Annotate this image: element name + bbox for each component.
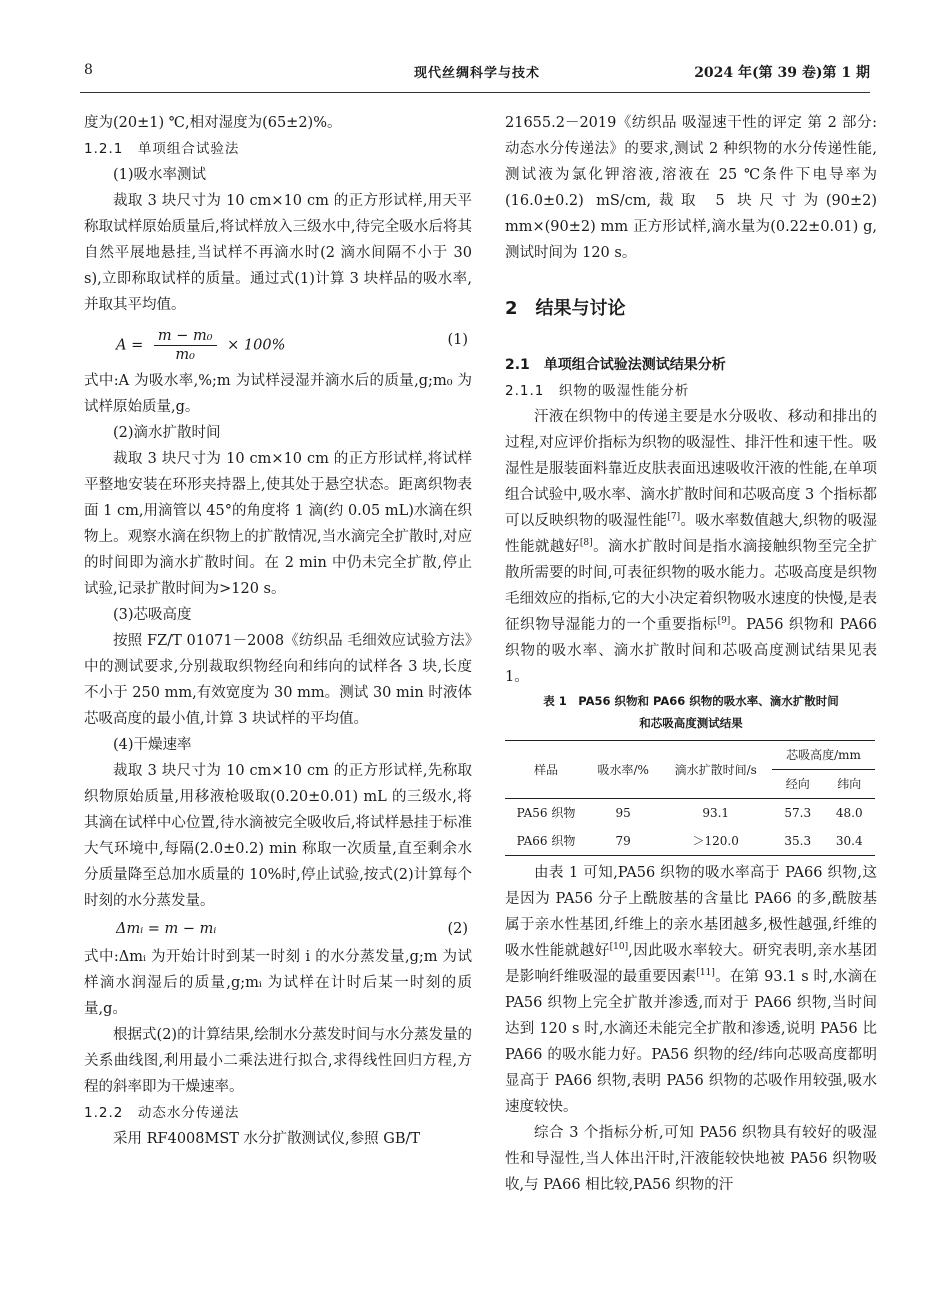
citation-9: [9] <box>717 616 731 627</box>
equation-1-denominator: m₀ <box>175 347 195 363</box>
subheading-spread-time: (2)滴水扩散时间 <box>113 425 221 441</box>
col-header-weft: 纬向 <box>823 770 875 799</box>
citation-7: [7] <box>667 512 681 523</box>
text-run: 。在第 93.1 s 时,水滴在 PA56 织物上完全扩散并渗透,而对于 PA66 织物,当时间达到 120 s 时,水滴还未能完全扩散和渗透,说明 PA56 比 PA66 的吸水能力好。PA56 织物的经/纬向芯吸高度都明显高于 PA66 织物,表明 PA56 织物的芯吸作用较强,吸水速度较快。 <box>505 969 878 1115</box>
citation-11: [11] <box>696 968 715 979</box>
cell-sample: PA66 织物 <box>505 827 587 856</box>
equation-1-numerator: m − m₀ <box>154 327 217 346</box>
right-column <box>505 110 877 1198</box>
left-column <box>84 110 472 1152</box>
paragraph-spread-time: 裁取 3 块尺寸为 10 cm×10 cm 的正方形试样,将试样平整地安装在环形夹持器上,使其处于悬空状态。距离织物表面 1 cm,用滴管以 45°的角度将 1 滴(约 0.05 mL)水滴在织物上。观察水滴在织物上的扩散情况,当水滴完全扩散时,对应的时间即为滴水扩散时间。在 2 min 中仍未完全扩散,停止试验,记录扩散时间为>120 s。 <box>84 451 472 597</box>
equation-1 <box>84 323 472 363</box>
table-row <box>505 827 875 856</box>
cell-weft: 48.0 <box>835 806 863 820</box>
cell-absorption: 79 <box>587 827 659 856</box>
equation-1-number: (1) <box>447 332 468 348</box>
section-heading-2: 2 结果与讨论 <box>505 298 626 319</box>
cell-spread-time: 93.1 <box>702 806 730 820</box>
equation-2-number: (2) <box>447 921 468 937</box>
section-heading-2-1: 2.1 单项组合试验法测试结果分析 <box>505 357 726 373</box>
subheading-wicking-height: (3)芯吸高度 <box>113 607 192 623</box>
paragraph-regression: 根据式(2)的计算结果,绘制水分蒸发时间与水分蒸发量的关系曲线图,利用最小二乘法进行拟合,求得线性回归方程,方程的斜率即为干燥速率。 <box>84 1027 472 1095</box>
subheading-water-absorption: (1)吸水率测试 <box>113 167 207 183</box>
citation-10: [10] <box>609 942 629 953</box>
section-heading-1-2-1: 1.2.1 单项组合试验法 <box>84 141 240 157</box>
section-heading-2-1-1: 2.1.1 织物的吸湿性能分析 <box>505 383 690 399</box>
paragraph-drying-rate: 裁取 3 块尺寸为 10 cm×10 cm 的正方形试样,先称取织物原始质量,用移液枪吸取(0.20±0.01) mL 的三级水,将其滴在试样中心位置,待水滴被完全吸收后,将试样悬挂于标准大气环境中,每隔(2.0±0.2) min 称取一次质量,直至剩余水分质量降至总加水质量的 10%时,停止试验,按式(2)计算每个时刻的水分蒸发量。 <box>84 763 472 909</box>
col-header-spread-time: 滴水扩散时间/s <box>659 741 772 799</box>
table-row <box>505 799 875 828</box>
cell-warp: 57.3 <box>784 806 812 820</box>
text-run: 由表 1 可知,PA56 织物的吸水率高于 PA66 织物,这是因为 PA56 分子上酰胺基的含量比 PA66 的多,酰胺基属于亲水性基团,纤维上的亲水基团越多,极性越强,纤维的吸水性能就越好 <box>505 865 877 959</box>
cell-weft: 30.4 <box>823 827 875 856</box>
text-run: ,因此吸水率较大。研究表明,亲水基团是影响纤维吸湿的最重要因素 <box>505 943 878 985</box>
results-table <box>505 740 875 856</box>
paragraph-conditions: 度为(20±1) ℃,相对湿度为(65±2)%。 <box>84 115 342 131</box>
col-header-sample: 样品 <box>505 741 587 799</box>
paragraph-equation-1-definitions: 式中:A 为吸水率,%;m 为试样浸湿并滴水后的质量,g;m₀ 为试样原始质量,g。 <box>84 373 472 415</box>
paragraph-dynamic-transfer: 采用 RF4008MST 水分扩散测试仪,参照 GB/T <box>113 1131 421 1147</box>
subheading-drying-rate: (4)干燥速率 <box>113 737 192 753</box>
page-number: 8 <box>84 62 93 78</box>
text-run: 。吸水率数值越大,织物的吸湿性能就越好 <box>505 513 877 555</box>
paragraph-water-absorption: 裁取 3 块尺寸为 10 cm×10 cm 的正方形试样,用天平称取试样原始质量后,将试样放入三级水中,待完全吸水后将其自然平展地悬挂,当试样不再滴水时(2 滴水间隔不小于 30 s),立即称取试样的质量。通过式(1)计算 3 块样品的吸水率,并取其平均值。 <box>84 193 472 313</box>
table-caption-line-2: 和芯吸高度测试结果 <box>639 716 743 730</box>
text-run: 汗液在织物中的传递主要是水分吸收、移动和排出的过程,对应评价指标为织物的吸湿性、排汗性和速干性。吸湿性是服装面料靠近皮肤表面迅速吸收汗液的性能,在单项组合试验中,吸水率、滴水扩散时间和芯吸高度 3 个指标都可以反映织物的吸湿性能 <box>505 409 877 529</box>
cell-sample: PA56 织物 <box>516 806 576 820</box>
text-run: 。PA56 织物和 PA66 织物的吸水率、滴水扩散时间和芯吸高度测试结果见表 1。 <box>505 617 878 685</box>
equation-1-rhs: × 100% <box>227 337 286 354</box>
paragraph-wicking-height: 按照 FZ/T 01071－2008《纺织品 毛细效应试验方法》中的测试要求,分别裁取织物经向和纬向的试样各 3 块,长度不小于 250 mm,有效宽度为 30 mm。测试 30 min 时液体芯吸高度的最小值,计算 3 块试样的平均值。 <box>84 633 472 727</box>
cell-spread-time: ＞120.0 <box>659 827 772 856</box>
citation-8: [8] <box>579 538 593 549</box>
equation-2-expression: Δmᵢ = m − mᵢ <box>116 921 217 937</box>
header-rule <box>80 92 870 93</box>
paragraph-dynamic-transfer-cont: 21655.2－2019《纺织品 吸湿速干性的评定 第 2 部分:动态水分传递法》的要求,测试 2 种织物的水分传递性能,测试液为氯化钾溶液,溶液在 25 ℃条件下电导率为(16.0±0.2) mS/cm,裁取 5 块尺寸为(90±2) mm×(90±2) mm 正方形试样,滴水量为(0.22±0.01) g,测试时间为 120 s。 <box>505 115 877 261</box>
cell-warp: 35.3 <box>772 827 823 856</box>
table-caption-line-1: 表 1 PA56 织物和 PA66 织物的吸水率、滴水扩散时间 <box>543 694 839 708</box>
page-header <box>84 62 870 88</box>
cell-absorption: 95 <box>615 806 631 820</box>
journal-title: 现代丝绸科学与技术 <box>413 66 540 81</box>
equation-1-lhs: A = <box>116 337 144 354</box>
equation-1-fraction <box>154 327 217 364</box>
paragraph-table-discussion <box>505 860 877 1120</box>
col-header-absorption: 吸水率/% <box>587 741 659 799</box>
col-header-warp: 经向 <box>772 770 823 799</box>
text-run: 。滴水扩散时间是指水滴接触织物至完全扩散所需要的时间,可表征织物的吸水能力。芯吸高度是织物毛细效应的指标,它的大小决定着织物吸水速度的快慢,是表征织物导湿能力的一个重要指标 <box>505 539 877 633</box>
paragraph-summary: 综合 3 个指标分析,可知 PA56 织物具有较好的吸湿性和导湿性,当人体出汗时,汗液能较快地被 PA56 织物吸收,与 PA66 相比较,PA56 织物的汗 <box>505 1125 877 1193</box>
issue-info: 2024 年(第 39 卷)第 1 期 <box>694 65 870 81</box>
paragraph-moisture-absorption <box>505 404 877 690</box>
equation-2 <box>84 914 472 944</box>
col-header-wicking: 芯吸高度/mm <box>772 741 875 770</box>
section-heading-1-2-2: 1.2.2 动态水分传递法 <box>84 1105 240 1121</box>
paragraph-equation-2-definitions: 式中:Δmᵢ 为开始计时到某一时刻 i 的水分蒸发量,g;m 为试样滴水润湿后的质量,g;mᵢ 为试样在计时后某一时刻的质量,g。 <box>84 949 472 1017</box>
